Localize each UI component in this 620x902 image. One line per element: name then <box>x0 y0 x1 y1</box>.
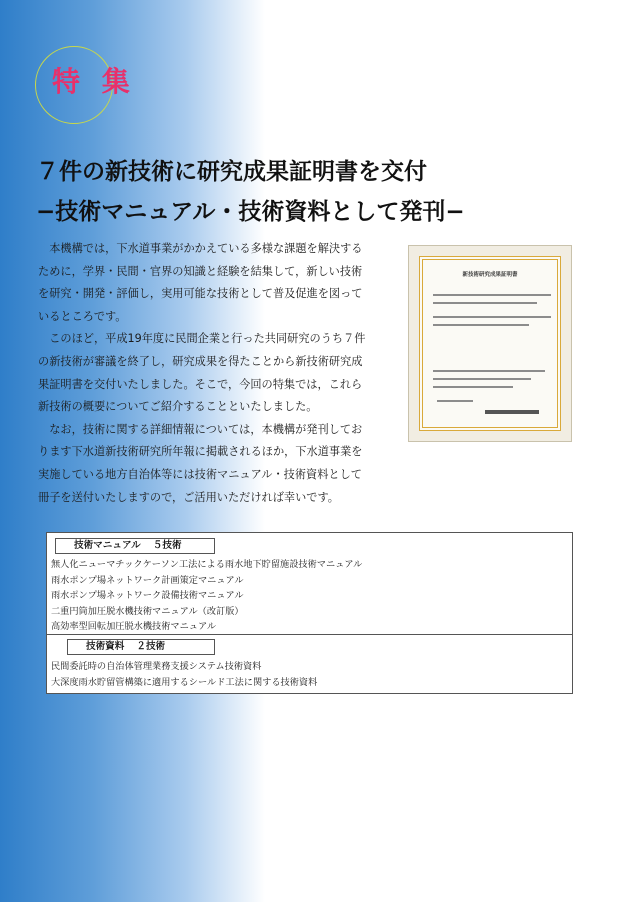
section-divider <box>47 634 572 635</box>
certificate-date-line <box>437 400 473 402</box>
certificate-text-line <box>433 370 545 372</box>
tech-manual-label: 技術マニュアル <box>74 540 141 551</box>
tech-doc-header <box>67 639 215 655</box>
title-line-1: ７件の新技術に研究成果証明書を交付 <box>36 159 427 185</box>
certificate-text-line <box>433 324 529 326</box>
tech-manual-list <box>51 557 362 635</box>
certificate-text-line <box>433 302 537 304</box>
list-item: 民間委託時の自治体管理業務支援システム技術資料 <box>51 661 262 672</box>
title-line-2: −技術マニュアル・技術資料として発刊− <box>36 199 465 225</box>
article-title <box>36 152 596 232</box>
certificate-signature <box>485 410 539 414</box>
paragraph-2: このほど，平成19年度に民間企業と行った共同研究のうち７件の新技術が審議を終了し，研究成果を得たことから新技術研究成果証明書を交付いたしました。そこで，今回の特集では，これら新技術の概要についてご紹介することといたしました。 <box>38 332 366 414</box>
tech-doc-list <box>51 659 317 690</box>
certificate-text-line <box>433 316 551 318</box>
list-item: 雨水ポンプ場ネットワーク計画策定マニュアル <box>51 574 244 586</box>
list-item: 高効率型回転加圧脱水機技術マニュアル <box>51 621 217 633</box>
paragraph-3: なお，技術に関する詳細情報については，本機構が発刊しております下水道新技術研究所年報に掲載されるほか，下水道事業を実施している地方自治体等には技術マニュアル・技術資料として冊子を送付いたしますので，ご活用いただければ幸いです。 <box>38 422 363 504</box>
tech-doc-count: ２技術 <box>136 641 166 652</box>
certificate-image <box>408 245 572 442</box>
certificate-text-line <box>433 294 551 296</box>
list-item: 大深度雨水貯留管構築に適用するシールド工法に関する技術資料 <box>51 676 318 688</box>
tech-manual-header <box>55 538 215 554</box>
paragraph-1: 本機構では，下水道事業がかかえている多様な課題を解決するために，学界・民間・官界の知識と経験を結集して，新しい技術を研究・開発・評価し，実用可能な技術として普及促進を図っているところです。 <box>38 242 363 323</box>
certificate-title: 新技術研究成果証明書 <box>462 272 518 278</box>
technology-list-box <box>46 532 573 694</box>
article-body <box>38 238 370 509</box>
feature-badge-label: 特 集 <box>52 65 136 98</box>
tech-manual-count: ５技術 <box>152 540 182 551</box>
certificate-frame <box>419 256 561 431</box>
certificate-text-line <box>433 378 531 380</box>
list-item: 雨水ポンプ場ネットワーク設備技術マニュアル <box>51 590 244 602</box>
list-item: 無人化ニューマチックケーソン工法による雨水地下貯留施設技術マニュアル <box>51 559 363 570</box>
tech-doc-label: 技術資料 <box>86 641 125 652</box>
certificate-text-line <box>433 386 513 388</box>
list-item: 二重円筒加圧脱水機技術マニュアル（改訂版） <box>51 605 244 617</box>
